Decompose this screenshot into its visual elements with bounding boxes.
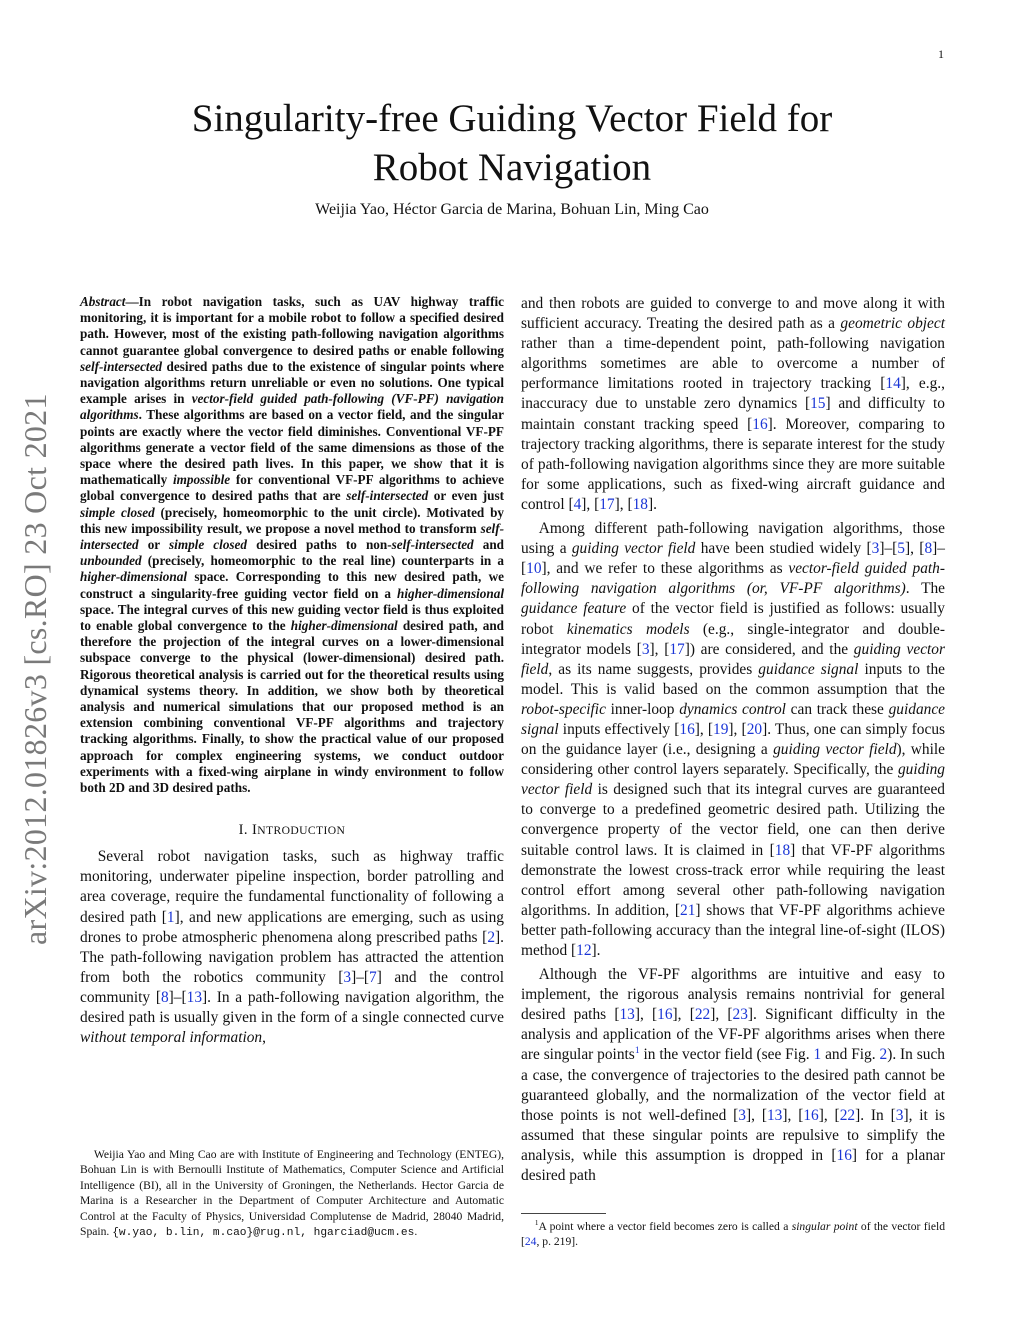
- left-column: [80, 294, 504, 1048]
- footnote-singular-point: $^1$A point where a vector field becomes zero is called a singular point of the vector field [24, p. 219].: [521, 1219, 945, 1249]
- abstract-lead: Abstract: [80, 294, 126, 309]
- title-line-2: Robot Navigation: [372, 146, 652, 189]
- footnote-rule: [521, 1213, 606, 1214]
- section-number: I.: [238, 822, 248, 839]
- right-paragraph-1: and then robots are guided to converge to and move along it with sufficient accuracy. Treating the desired path as a geometric object rather than a time-dependent point, path-following navigation algorithms sometimes are able to overcome a number of performance limitations rooted in trajectory tracking [14], e.g., inaccuracy due to unstable zero dynamics [15] and difficulty to maintain constant tracking speed [16]. Moreover, comparing to trajectory tracking algorithms, there is separate interest for the study of path-following navigation algorithms since they are more suitable for some applications, such as fixed-wing aircraft guidance and control [4], [17], [18].: [521, 295, 946, 513]
- arxiv-stamp[interactable]: arXiv:2012.01826v3 [cs.RO] 23 Oct 2021: [17, 393, 53, 945]
- abstract: [80, 294, 504, 796]
- page-number: 1: [938, 47, 944, 61]
- right-column: [521, 294, 945, 1186]
- right-paragraph-2: Among different path-following navigation algorithms, those using a guiding vector field have been studied widely [3]–[5], [8]–[10], and we refer to these algorithms as vector-field guided path-following navigation algorithms (or, VF-PF algorithms). The guidance feature of the vector field is justified as follows: usually robot kinematics models (e.g., single-integrator and double-integrator models [3], [17]) are considered, and the guiding vector field, as its name suggests, provides guidance signal inputs to the model. This is valid based on the common assumption that the robot-specific inner-loop dynamics control can track these guidance signal inputs effectively [16], [19], [20]. Thus, one can simply focus on the guidance layer (i.e., designing a guiding vector field), while considering other control layers separately. Specifically, the guiding vector field is designed such that its integral curves are guaranteed to converge to a predefined geometric desired path. Utilizing the convergence property of the vector field, one can then derive suitable control laws. It is claimed in [18] that VF-PF algorithms demonstrate the lowest cross-track error while requiring the least control effort among several other path-following navigation algorithms. In addition, [21] shows that VF-PF algorithms achieve better path-following accuracy than the integral line-of-sight (ILOS) method [12].: [521, 520, 946, 959]
- affiliation-text: Weijia Yao and Ming Cao are with Institute of Engineering and Technology (ENTEG), Bohuan Lin is with Bernoulli Institute of Mathematics, Computer Science and Artificial Intelligence (BI), all in the University of Groningen, the Netherlands. Hector Garcia de Marina is a Researcher in the Department of Computer Architecture and Automatic Control at the Faculty of Physics, Universidad Complutense de Madrid, 28040 Madrid, Spain.: [80, 1148, 504, 1239]
- section-title-rest: NTRODUCTION: [257, 824, 346, 838]
- author-emails: {w.yao, b.lin, m.cao}@rug.nl, hgarciad@ucm.es: [112, 1227, 415, 1240]
- section-title-initial: I: [251, 822, 258, 839]
- title-line-1: Singularity-free Guiding Vector Field for: [191, 97, 833, 140]
- right-paragraph-3: Although the VF-PF algorithms are intuitive and easy to implement, the rigorous analysis remains nontrivial for general desired paths [13], [16], [22], [23]. Significant difficulty in the analysis and application of the VF-PF algorithms arises when there are singular points$^1$ in the vector field (see Fig. 1 and Fig. 2). In such a case, the convergence of trajectories to the desired path cannot be guaranteed globally, and the normalization of the vector field at those points is not well-defined [3], [13], [16], [22]. In [3], it is assumed that these singular points are repulsive to simplify the analysis, while this assumption is dropped in [16] for a planar desired path: [521, 966, 945, 1185]
- authors: Weijia Yao, Héctor Garcia de Marina, Bohuan Lin, Ming Cao: [315, 201, 709, 218]
- section-heading-introduction: [80, 822, 504, 839]
- footnote-affiliation: Weijia Yao and Ming Cao are with Institute of Engineering and Technology (ENTEG), Bohuan Lin is with Bernoulli Institute of Mathematics, Computer Science and Artificial Intelligence (BI), all in the University of Groningen, the Netherlands. Hector Garcia de Marina is a Researcher in the Department of Computer Architecture and Automatic Control at the Faculty of Physics, Universidad Complutense de Madrid, 28040 Madrid, Spain. {w.yao, b.lin, m.cao}@rug.nl, hgarciad@ucm.es.: [80, 1148, 504, 1240]
- intro-paragraph: Several robot navigation tasks, such as highway traffic monitoring, underwater pipeline inspection, border patrolling and area coverage, require the fundamental functionality of following a desired path [1], and new applications are emerging, such as using drones to probe atmospheric phenomena along prescribed paths [2]. The path-following navigation problem has attracted the attention from both the robotics community [3]–[7] and the control community [8]–[13]. In a path-following navigation algorithm, the desired path is usually given in the form of a single connected curve without temporal information,: [80, 848, 504, 1047]
- paper-title: [0, 94, 1024, 192]
- abstract-text: —In robot navigation tasks, such as UAV highway traffic monitoring, it is important for a mobile robot to follow a specified desired path. However, most of the existing path-following navigation algorithms cannot guarantee global convergence to desired paths or enable following self-intersected desired paths due to the existence of singular points where navigation algorithms return unreliable or even no solutions. One typical example arises in vector-field guided path-following (VF-PF) navigation algorithms. These algorithms are based on a vector field, and the singular points are exactly where the vector field diminishes. Conventional VF-PF algorithms generate a vector field of the same dimensions as those of the space where the desired path lives. In this paper, we show that it is mathematically impossible for conventional VF-PF algorithms to achieve global convergence to desired paths that are self-intersected or even just simple closed (precisely, homeomorphic to the unit circle). Motivated by this new impossibility result, we propose a novel method to transform self-intersected or simple closed desired paths to non-self-intersected and unbounded (precisely, homeomorphic to the real line) counterparts in a higher-dimensional space. Corresponding to this new desired path, we construct a singularity-free guiding vector field on a higher-dimensional space. The integral curves of this new guiding vector field is thus exploited to enable global convergence to the higher-dimensional desired path, and therefore the projection of the integral curves on a lower-dimensional subspace converge to the physical (lower-dimensional) desired path. Rigorous theoretical analysis is carried out for the theoretical results using dynamical systems theory. In addition, we show both by theoretical analysis and numerical simulations that our proposed method is an extension combining conventional VF-PF algorithms and trajectory tracking algorithms. Finally, to show the practical value of our proposed approach for complex engineering systems, we conduct outdoor experiments with a fixed-wing airplane in windy environment to follow both 2D and 3D desired paths.: [80, 294, 505, 796]
